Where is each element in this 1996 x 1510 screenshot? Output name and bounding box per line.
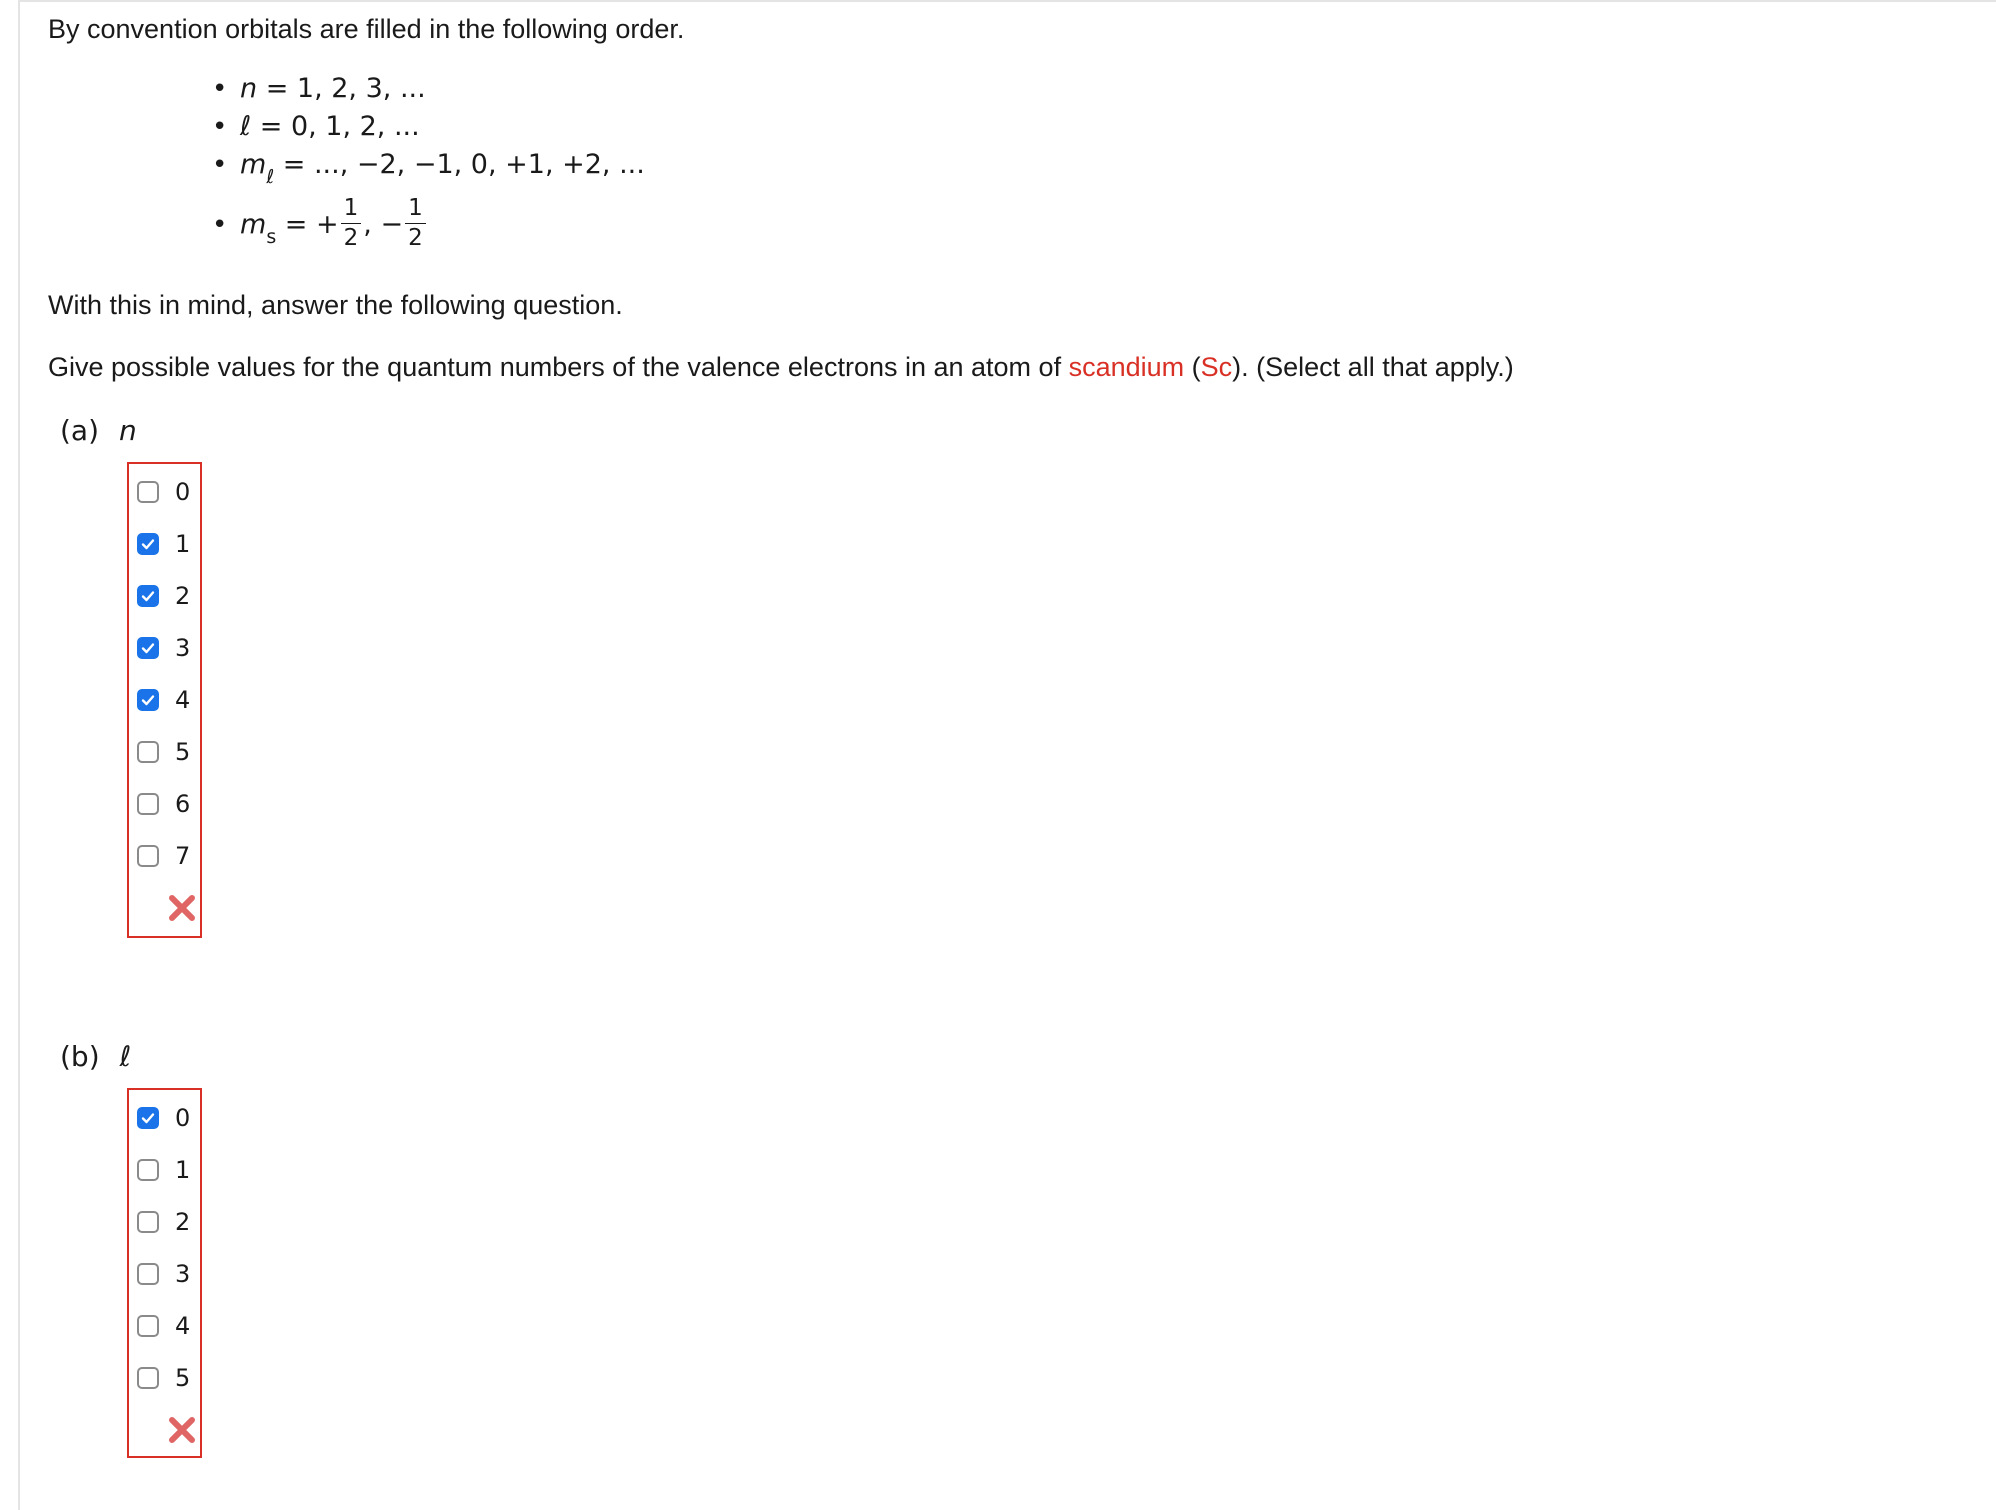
quantum-number-rules [212,70,645,262]
checkbox-unchecked[interactable] [137,1211,159,1233]
option-label: 7 [175,842,191,870]
checkbox-unchecked[interactable] [137,845,159,867]
element-symbol-link[interactable]: Sc [1200,352,1233,382]
option-label: 5 [175,738,191,766]
checkbox-unchecked[interactable] [137,741,159,763]
option-5[interactable] [137,1362,190,1394]
option-1[interactable] [137,528,190,560]
checkmark-icon [140,536,156,552]
option-label: 3 [175,1260,191,1288]
checkmark-icon [140,588,156,604]
part-b-letter: (b) [60,1040,100,1073]
intro-text: By convention orbitals are filled in the following order. [48,14,685,44]
option-label: 1 [175,530,191,558]
rule-l-values: = 0, 1, 2, ... [251,111,420,142]
checkbox-unchecked[interactable] [137,793,159,815]
option-label: 5 [175,1364,191,1392]
option-6[interactable] [137,788,190,820]
option-label: 2 [175,582,191,610]
rule-ms-separator: , − [363,209,404,240]
rule-n-values: = 1, 2, 3, ... [257,73,426,104]
checkmark-icon [140,692,156,708]
option-label: 2 [175,1208,191,1236]
option-1[interactable] [137,1154,190,1186]
part-a-letter: (a) [60,414,100,447]
rule-l [212,108,645,146]
checkbox-checked[interactable] [137,637,159,659]
option-7[interactable] [137,840,190,872]
rule-ml-variable: m [240,149,267,180]
option-4[interactable] [137,684,190,716]
part-b-variable: ℓ [119,1040,132,1073]
option-label: 0 [175,1104,191,1132]
question-suffix: ). (Select all that apply.) [1232,352,1514,382]
content-frame-top-border [18,0,1996,2]
rule-ms [212,188,645,262]
rule-ml [212,146,645,188]
rule-ms-subscript: s [266,226,277,248]
x-mark-icon [167,893,197,923]
rule-l-variable: ℓ [240,111,252,142]
question-text [48,352,1514,383]
x-mark-icon [167,1415,197,1445]
element-name-link[interactable]: scandium [1068,352,1185,382]
part-a-variable: n [119,414,137,447]
question-prefix: Give possible values for the quantum numbers of the valence electrons in an atom of [48,352,1069,382]
checkbox-checked[interactable] [137,585,159,607]
option-3[interactable] [137,632,190,664]
option-5[interactable] [137,736,190,768]
part-a-label [60,414,137,447]
rule-ms-equals: = + [276,209,339,240]
part-a-answer-box [127,462,202,938]
checkbox-unchecked[interactable] [137,1263,159,1285]
rule-ml-values: = ..., −2, −1, 0, +1, +2, ... [274,149,645,180]
option-label: 6 [175,790,191,818]
rule-n-variable: n [240,73,258,104]
fraction-denominator: 2 [343,225,359,251]
part-b-answer-box [127,1088,202,1458]
checkbox-checked[interactable] [137,689,159,711]
content-frame-left-border [18,0,20,1510]
option-0[interactable] [137,476,190,508]
option-0[interactable] [137,1102,190,1134]
rule-ml-subscript: ℓ [266,166,275,188]
part-b-label [60,1040,131,1073]
option-2[interactable] [137,580,190,612]
option-label: 0 [175,478,191,506]
option-label: 3 [175,634,191,662]
checkbox-checked[interactable] [137,1107,159,1129]
checkbox-unchecked[interactable] [137,481,159,503]
fraction-plus-half [341,197,362,250]
checkbox-unchecked[interactable] [137,1315,159,1337]
fraction-denominator: 2 [408,225,423,251]
rule-ms-variable: m [240,209,267,240]
fraction-numerator: 1 [405,197,426,224]
option-label: 1 [175,1156,191,1184]
option-3[interactable] [137,1258,190,1290]
fraction-minus-half [405,197,426,250]
fraction-numerator: 1 [341,197,362,224]
checkbox-unchecked[interactable] [137,1159,159,1181]
option-label: 4 [175,1312,191,1340]
option-label: 4 [175,686,191,714]
question-paren: ( [1184,352,1201,382]
checkmark-icon [140,1110,156,1126]
checkmark-icon [140,640,156,656]
checkbox-checked[interactable] [137,533,159,555]
checkbox-unchecked[interactable] [137,1367,159,1389]
rule-n [212,70,645,108]
instruction-text: With this in mind, answer the following question. [48,290,623,320]
option-2[interactable] [137,1206,190,1238]
option-4[interactable] [137,1310,190,1342]
